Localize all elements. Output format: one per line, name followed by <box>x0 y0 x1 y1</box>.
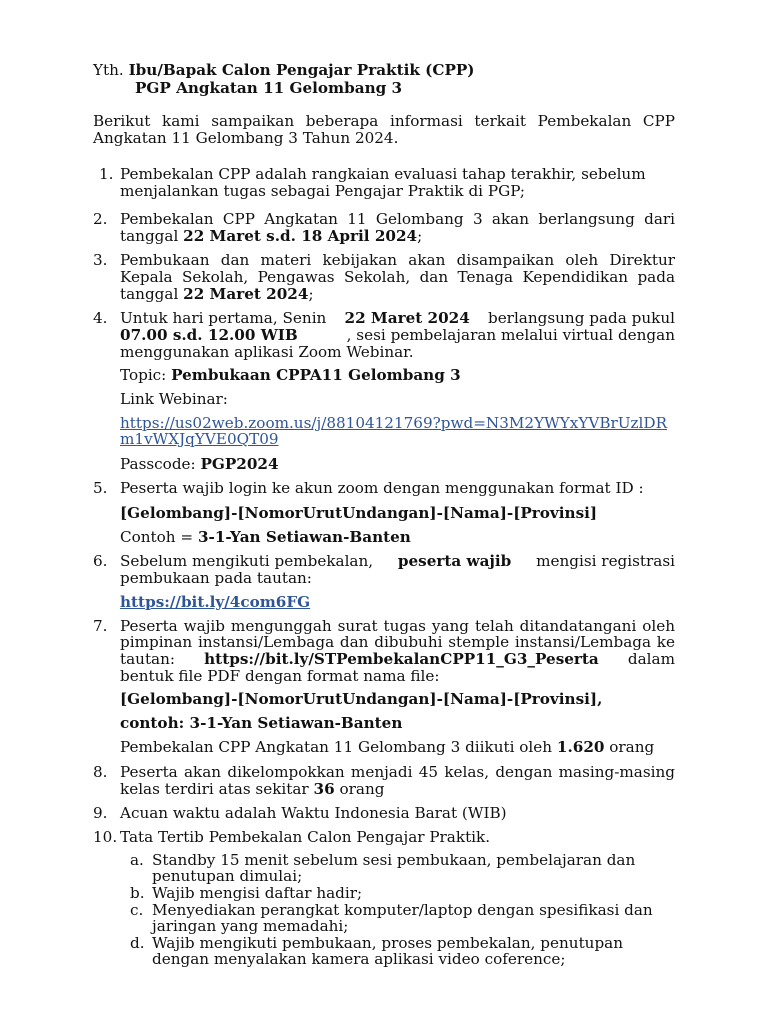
item-3-line-3 <box>120 286 314 303</box>
rule-d-line-1: Wajib mengikuti pembukaan, proses pembekalan, penutupan <box>152 934 624 952</box>
item-1-line-2: menjalankan tugas sebagai Pengajar Praktik di PGP; <box>120 182 526 200</box>
recipient-line-2: PGP Angkatan 11 Gelombang 3 <box>135 79 403 97</box>
rule-a-line-1: Standby 15 menit sebelum sesi pembukaan, pembelajaran dan <box>152 851 636 869</box>
salutation <box>93 62 474 79</box>
item-7-line-4: bentuk file PDF dengan format nama file: <box>120 667 440 685</box>
item-4-line-3: menggunakan aplikasi Zoom Webinar. <box>120 343 414 361</box>
item-2-end: ; <box>417 227 423 245</box>
rule-c-line-1: Menyediakan perangkat komputer/laptop dengan spesifikasi dan <box>152 901 653 919</box>
registration-link[interactable]: https://bit.ly/4com6FG <box>120 593 311 611</box>
rule-a-marker: a. <box>130 851 144 869</box>
item-8-line-2 <box>120 781 384 798</box>
item-3-text: tanggal <box>120 285 184 303</box>
count-text: Pembekalan CPP Angkatan 11 Gelombang 3 diikuti oleh <box>120 738 557 756</box>
count-value: 1.620 <box>556 738 605 756</box>
webinar-link-line-2[interactable]: m1vWXJqYVE0QT09 <box>120 430 279 448</box>
item-6-number: 6. <box>93 552 108 570</box>
participant-count <box>120 739 654 756</box>
item-2-line-2 <box>120 228 422 245</box>
item-8-number: 8. <box>93 763 108 781</box>
rule-b-marker: b. <box>130 884 145 902</box>
intro-line-2: Angkatan 11 Gelombang 3 Tahun 2024. <box>93 129 399 147</box>
item-3-line-2: Kepala Sekolah, Pengawas Sekolah, dan Tenaga Kependidikan pada <box>120 268 675 286</box>
item-8-unit: orang <box>334 780 385 798</box>
rule-b-line-1: Wajib mengisi daftar hadir; <box>152 884 363 902</box>
item-1-number: 1. <box>99 165 114 183</box>
item-4-date: 22 Maret 2024 <box>344 309 470 327</box>
item-3-date: 22 Maret 2024 <box>183 285 309 303</box>
item-8-text: kelas terdiri atas sekitar <box>120 780 314 798</box>
item-9-line-1: Acuan waktu adalah Waktu Indonesia Barat (WIB) <box>120 804 507 822</box>
item-7-number: 7. <box>93 617 108 635</box>
item-1-line-1: Pembekalan CPP adalah rangkaian evaluasi tahap terakhir, sebelum <box>120 165 646 183</box>
item-6-line-1 <box>120 553 675 570</box>
recipient-line-1: Ibu/Bapak Calon Pengajar Praktik (CPP) <box>128 61 475 79</box>
item-4-text-a: Untuk hari pertama, Senin <box>120 309 327 327</box>
topic-value: Pembukaan CPPA11 Gelombang 3 <box>171 366 461 384</box>
passcode-label: Passcode: <box>120 455 201 473</box>
salutation-prefix: Yth. <box>93 61 124 79</box>
upload-link[interactable]: https://bit.ly/STPembekalanCPP11_G3_Peserta <box>204 650 599 668</box>
rule-c-line-2: jaringan yang memadahi; <box>152 917 349 935</box>
item-3-number: 3. <box>93 251 108 269</box>
webinar-link-label: Link Webinar: <box>120 390 228 408</box>
item-4-text-b: berlangsung pada pukul <box>487 309 675 327</box>
item-7-line-2: pimpinan instansi/Lembaga dan dibubuhi stemple instansi/Lembaga ke <box>120 633 675 651</box>
item-7-dalam: dalam <box>627 650 675 668</box>
rule-c-marker: c. <box>130 901 144 919</box>
passcode-value: PGP2024 <box>200 455 279 473</box>
item-4-number: 4. <box>93 309 108 327</box>
class-size: 36 <box>313 780 335 798</box>
item-6-text-b: mengisi registrasi <box>536 552 675 570</box>
rule-a-line-2: penutupan dimulai; <box>152 867 303 885</box>
item-5-format: [Gelombang]-[NomorUrutUndangan]-[Nama]-[Provinsi] <box>120 504 598 522</box>
item-7-line-3 <box>120 651 675 668</box>
item-4-line-2 <box>120 327 675 344</box>
item-7-format: [Gelombang]-[NomorUrutUndangan]-[Nama]-[Provinsi], <box>120 690 603 708</box>
item-3-end: ; <box>308 285 314 303</box>
example-value: 3-1-Yan Setiawan-Banten <box>197 528 411 546</box>
item-4-text-c: , sesi pembelajaran melalui virtual dengan <box>346 326 675 344</box>
item-9-number: 9. <box>93 804 108 822</box>
item-8-line-1: Peserta akan dikelompokkan menjadi 45 kelas, dengan masing-masing <box>120 763 675 781</box>
item-6-wajib: peserta wajib <box>397 552 512 570</box>
rule-d-marker: d. <box>130 934 145 952</box>
item-10-line-1: Tata Tertib Pembekalan Calon Pengajar Praktik. <box>120 828 491 846</box>
item-2-text: tanggal <box>120 227 184 245</box>
item-5-example <box>120 529 411 546</box>
rule-d-line-2: dengan menyalakan kamera aplikasi video coference; <box>152 950 566 968</box>
item-7-example: contoh: 3-1-Yan Setiawan-Banten <box>120 714 403 732</box>
topic-label: Topic: <box>120 366 172 384</box>
webinar-link-line-1[interactable]: https://us02web.zoom.us/j/88104121769?pwd=N3M2YWYxYVBrUzlDR <box>120 414 668 432</box>
item-4-line-1 <box>120 310 675 327</box>
item-5-line-1: Peserta wajib login ke akun zoom dengan menggunakan format ID : <box>120 479 644 497</box>
item-6-line-2: pembukaan pada tautan: <box>120 569 312 587</box>
passcode <box>120 456 279 473</box>
item-7-tautan: tautan: <box>120 650 175 668</box>
item-4-time: 07.00 s.d. 12.00 WIB <box>120 326 298 344</box>
item-5-number: 5. <box>93 479 108 497</box>
item-2-date-range: 22 Maret s.d. 18 April 2024 <box>183 227 418 245</box>
example-label: Contoh = <box>120 528 198 546</box>
item-6-text-a: Sebelum mengikuti pembekalan, <box>120 552 374 570</box>
intro-line-1: Berikut kami sampaikan beberapa informasi terkait Pembekalan CPP <box>93 112 675 130</box>
item-10-number: 10. <box>93 828 118 846</box>
item-2-number: 2. <box>93 210 108 228</box>
item-7-line-1: Peserta wajib mengunggah surat tugas yang telah ditandatangani oleh <box>120 617 675 635</box>
item-3-line-1: Pembukaan dan materi kebijakan akan disampaikan oleh Direktur <box>120 251 675 269</box>
item-2-line-1: Pembekalan CPP Angkatan 11 Gelombang 3 akan berlangsung dari <box>120 210 675 228</box>
count-unit: orang <box>604 738 655 756</box>
item-4-topic <box>120 367 461 384</box>
